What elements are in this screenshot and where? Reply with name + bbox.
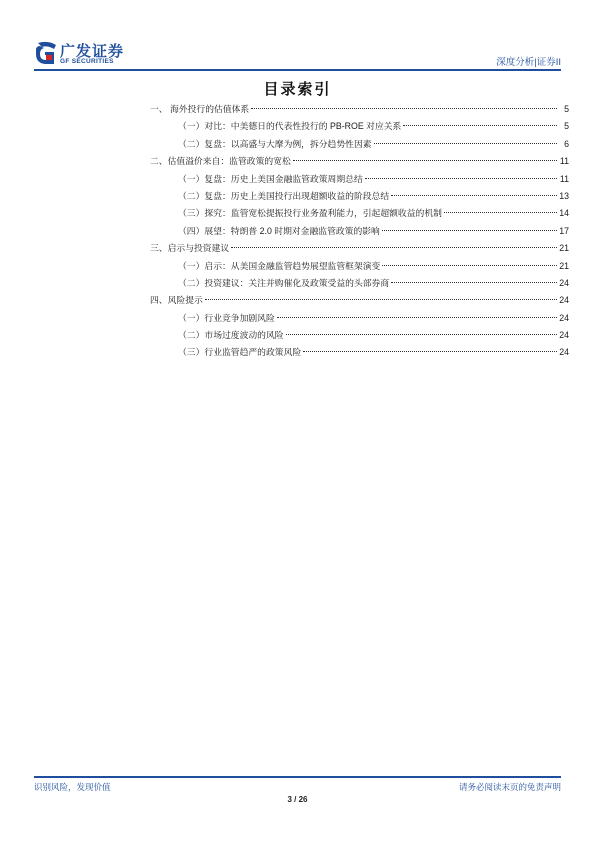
toc-entry-label: （二）市场过度波动的风险 [178,330,284,341]
toc-dot-leader [374,143,557,144]
toc-dot-leader [382,265,557,266]
toc-dot-leader [251,108,557,109]
toc-entry-label: （一）行业竞争加剧风险 [178,312,275,323]
toc-dot-leader [303,351,557,352]
logo-text-cn: 广发证券 [60,43,125,60]
toc-dot-leader [286,334,557,335]
page-number: 3 / 26 [287,795,308,804]
toc-entry[interactable] [150,223,569,240]
toc-entry[interactable] [150,292,569,309]
toc-entry[interactable] [150,188,569,205]
toc-entry-page: 11 [559,156,569,167]
table-of-contents [150,101,569,362]
footer-slogan: 识别风险，发现价值 [34,782,111,792]
toc-entry[interactable] [150,118,569,135]
toc-entry-page: 6 [564,138,569,149]
toc-entry-label: （一）对比：中美德日的代表性投行的 PB-ROE 对应关系 [178,121,402,132]
toc-dot-leader [444,212,557,213]
toc-entry-page: 13 [559,190,569,201]
toc-entry-page: 17 [559,225,569,236]
toc-entry[interactable] [150,153,569,170]
toc-entry-page: 21 [559,260,569,271]
toc-entry-label: （二）投资建议：关注并购催化及政策受益的头部券商 [178,277,390,288]
header-divider [34,69,561,71]
toc-dot-leader [277,317,557,318]
toc-entry-label: （一）复盘：历史上美国金融监管政策周期总结 [178,173,363,184]
toc-dot-leader [391,195,557,196]
toc-entry[interactable] [150,275,569,292]
toc-entry-label: （二）复盘：以高盛与大摩为例，拆分趋势性因素 [178,138,372,149]
toc-entry-label: （一）启示：从美国金融监管趋势展望监管框架演变 [178,260,381,271]
toc-entry-label: 一、 海外投行的估值体系 [150,104,250,114]
toc-dot-leader [293,160,557,161]
toc-entry-label: 四、风险提示 [150,295,203,306]
toc-entry[interactable] [150,101,569,118]
toc-entry[interactable] [150,327,569,344]
toc-entry[interactable] [150,344,569,361]
toc-entry[interactable] [150,258,569,275]
toc-entry[interactable] [150,171,569,188]
company-logo [34,40,144,68]
toc-entry-label: （四）展望：特朗普 2.0 时期对金融监管政策的影响 [178,225,380,236]
toc-entry-page: 21 [559,243,569,254]
toc-entry-label: （三）行业监管趋严的政策风险 [178,347,302,358]
page-header [34,40,561,70]
toc-entry-page: 24 [559,347,569,358]
logo-text-en: GF SECURITIES [60,58,114,65]
toc-entry-page: 24 [559,295,569,306]
toc-entry[interactable] [150,240,569,257]
toc-entry-page: 5 [564,121,569,132]
report-type-label: 深度分析|证券II [496,57,561,68]
toc-entry-page: 5 [564,104,569,114]
toc-title: 目录索引 [263,81,332,98]
gf-securities-logo-icon [34,40,60,66]
toc-entry[interactable] [150,136,569,153]
toc-entry-page: 24 [559,277,569,288]
toc-entry-label: 三、启示与投资建议 [150,243,230,254]
toc-entry-page: 24 [559,330,569,341]
toc-dot-leader [365,178,557,179]
toc-entry-page: 24 [559,312,569,323]
toc-entry[interactable] [150,205,569,222]
toc-entry-page: 11 [559,173,569,184]
toc-entry-label: （二）复盘：历史上美国投行出现超额收益的阶段总结 [178,190,390,201]
toc-entry-label: （三）探究：监管宽松提振投行业务盈利能力，引起超额收益的机制 [178,208,442,219]
footer-disclaimer-note: 请务必阅读末页的免责声明 [458,782,561,792]
toc-dot-leader [391,282,557,283]
toc-entry-page: 14 [559,208,569,219]
toc-dot-leader [403,125,557,126]
toc-dot-leader [231,247,557,248]
toc-entry-label: 二、估值溢价来自：监管政策的宽松 [150,156,291,167]
toc-dot-leader [382,230,557,231]
footer-divider [34,776,561,778]
toc-dot-leader [205,299,557,300]
toc-entry[interactable] [150,310,569,327]
